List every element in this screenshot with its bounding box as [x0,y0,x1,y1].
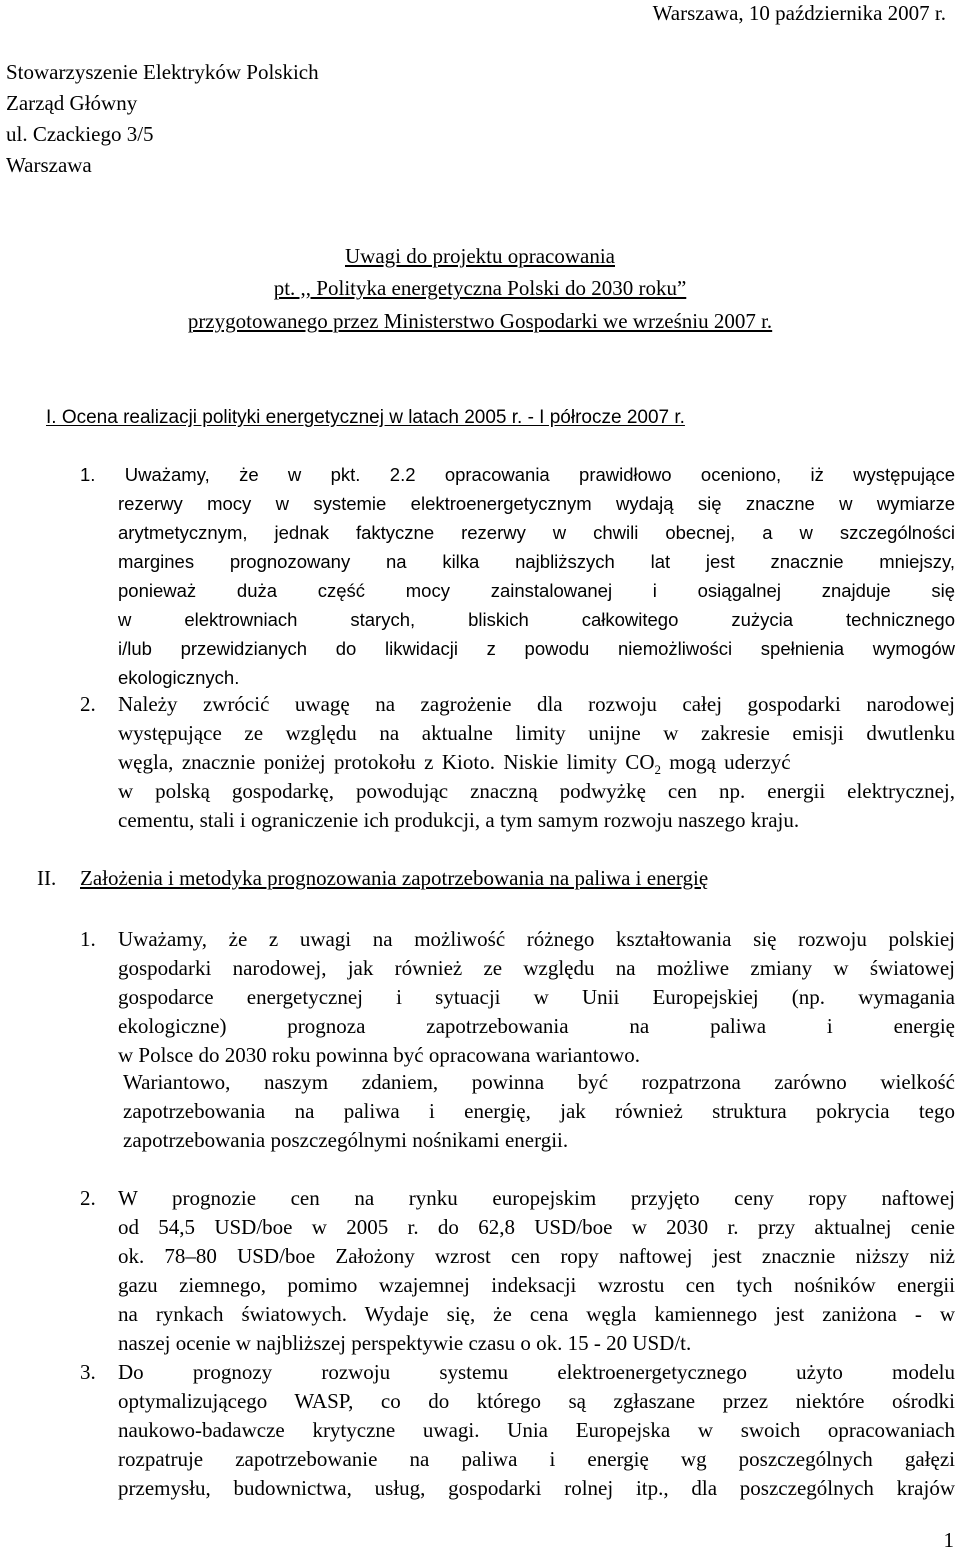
s1p1-line: margines prognozowany na kilka najbliższych lat jest znacznie mniejszy, [118,551,955,572]
item-number: 1. [80,927,96,951]
item-line: ekologiczne) prognoza zapotrzebowania na paliwa i energię [118,1014,955,1038]
item-line: Uważamy, że z uwagi na możliwość różnego kształtowania się rozwoju polskiej [118,927,955,951]
recipient-line-1: Stowarzyszenie Elektryków Polskich [6,60,319,84]
title-line-1: Uwagi do projektu opracowania [345,244,615,268]
item-line: przemysłu, budownictwa, usług, gospodarki rolnej itp., dla poszczególnych krajów [118,1476,955,1500]
item-extra-line: zapotrzebowania na paliwa i energię, jak również struktura pokrycia tego [123,1099,955,1123]
co2-subscript: 2 [654,762,661,778]
item-line: Do prognozy rozwoju systemu elektroenergetycznego użyto modelu [118,1360,955,1384]
title-line-3: przygotowanego przez Ministerstwo Gospodarki we wrześniu 2007 r. [187,309,773,333]
page-number: 1 [943,1528,954,1552]
recipient-line-2: Zarząd Główny [6,91,138,115]
date-line: Warszawa, 10 października 2007 r. [652,1,946,25]
item-extra-line: Wariantowo, naszym zdaniem, powinna być rozpatrzona zarówno wielkość [123,1070,955,1094]
s1p2-line: cementu, stali i ograniczenie ich produkcji, a tym samym rozwoju naszego kraju. [118,808,800,832]
s1p1-line: ekologicznych. [118,667,240,688]
s1p2-line: Należy zwrócić uwagę na zagrożenie dla rozwoju całej gospodarki narodowej [118,692,955,716]
s1p2-line: występujące ze względu na aktualne limity unijne w zakresie emisji dwutlenku [118,721,955,745]
section-1-heading: I. Ocena realizacji polityki energetycznej w latach 2005 r. - I półrocze 2007 r. [46,407,685,428]
item-line: gazu ziemnego, pomimo wzajemnej indeksacji wzrostu cen tych nośników energii [118,1273,955,1297]
item-line: od 54,5 USD/boe w 2005 r. do 62,8 USD/boe w 2030 r. przy aktualnej cenie [118,1215,955,1239]
s1p1-line: w elektrowniach starych, bliskich całkowitego zużycia technicznego [118,609,955,630]
item-line: optymalizującego WASP, co do którego są zgłaszane przez niektóre ośrodki [118,1389,955,1413]
item-extra-line: zapotrzebowania poszczególnymi nośnikami energii. [123,1128,569,1152]
item-line: gospodarki narodowej, jak również ze względu na możliwe zmiany w światowej [118,956,955,980]
s1p1-line: rezerwy mocy w systemie elektroenergetycznym wydają się znaczne w wymiarze [118,493,955,514]
s1p2-co2-tail: mogą uderzyć [660,750,791,774]
item-line: gospodarce energetycznej i sytuacji w Unii Europejskiej (np. wymagania [118,985,955,1009]
recipient-line-4: Warszawa [6,153,92,177]
item-line: naukowo-badawcze krytyczne uwagi. Unia Europejska w swoich opracowaniach [118,1418,955,1442]
section-2-heading: Założenia i metodyka prognozowania zapotrzebowania na paliwa i energię [80,866,709,890]
s1p2-line: w polską gospodarkę, powodując znaczną podwyżkę cen np. energii elektrycznej, [118,779,955,803]
section-2-number: II. [37,866,57,890]
item-number: 2. [80,1186,96,1210]
item-line: W prognozie cen na rynku europejskim przyjęto ceny ropy naftowej [118,1186,955,1210]
item-line: ok. 78–80 USD/boe Założony wzrost cen ropy naftowej jest znacznie niższy niż [118,1244,955,1268]
item-line: naszej ocenie w najbliższej perspektywie czasu o ok. 15 - 20 USD/t. [118,1331,692,1355]
s1p2-number: 2. [80,692,96,716]
recipient-line-3: ul. Czackiego 3/5 [6,122,154,146]
item-line: w Polsce do 2030 roku powinna być opracowana wariantowo. [118,1043,640,1067]
s1p1-line: 1. Uważamy, że w pkt. 2.2 opracowania prawidłowo oceniono, iż występujące [80,464,955,485]
item-number: 3. [80,1360,96,1384]
item-line: na rynkach światowych. Wydaje się, że cena węgla kamiennego jest zaniżona - w [118,1302,955,1326]
s1p1-line: arytmetycznym, jednak faktyczne rezerwy w chwili obecnej, a w szczególności [118,522,955,543]
s1p1-line: ponieważ duża część mocy zainstalowanej i osiągalnej znajduje się [118,580,955,601]
s1p2-co2-text: węgla, znacznie poniżej protokołu z Kioto. Niskie limity CO [118,750,655,774]
item-line: rozpatruje zapotrzebowanie na paliwa i energię wg poszczególnych gałęzi [118,1447,955,1471]
s1p1-line: i/lub przewidzianych do likwidacji z powodu niemożliwości spełnienia wymogów [118,638,955,659]
title-line-2: pt. ,, Polityka energetyczna Polski do 2030 roku” [273,276,687,300]
